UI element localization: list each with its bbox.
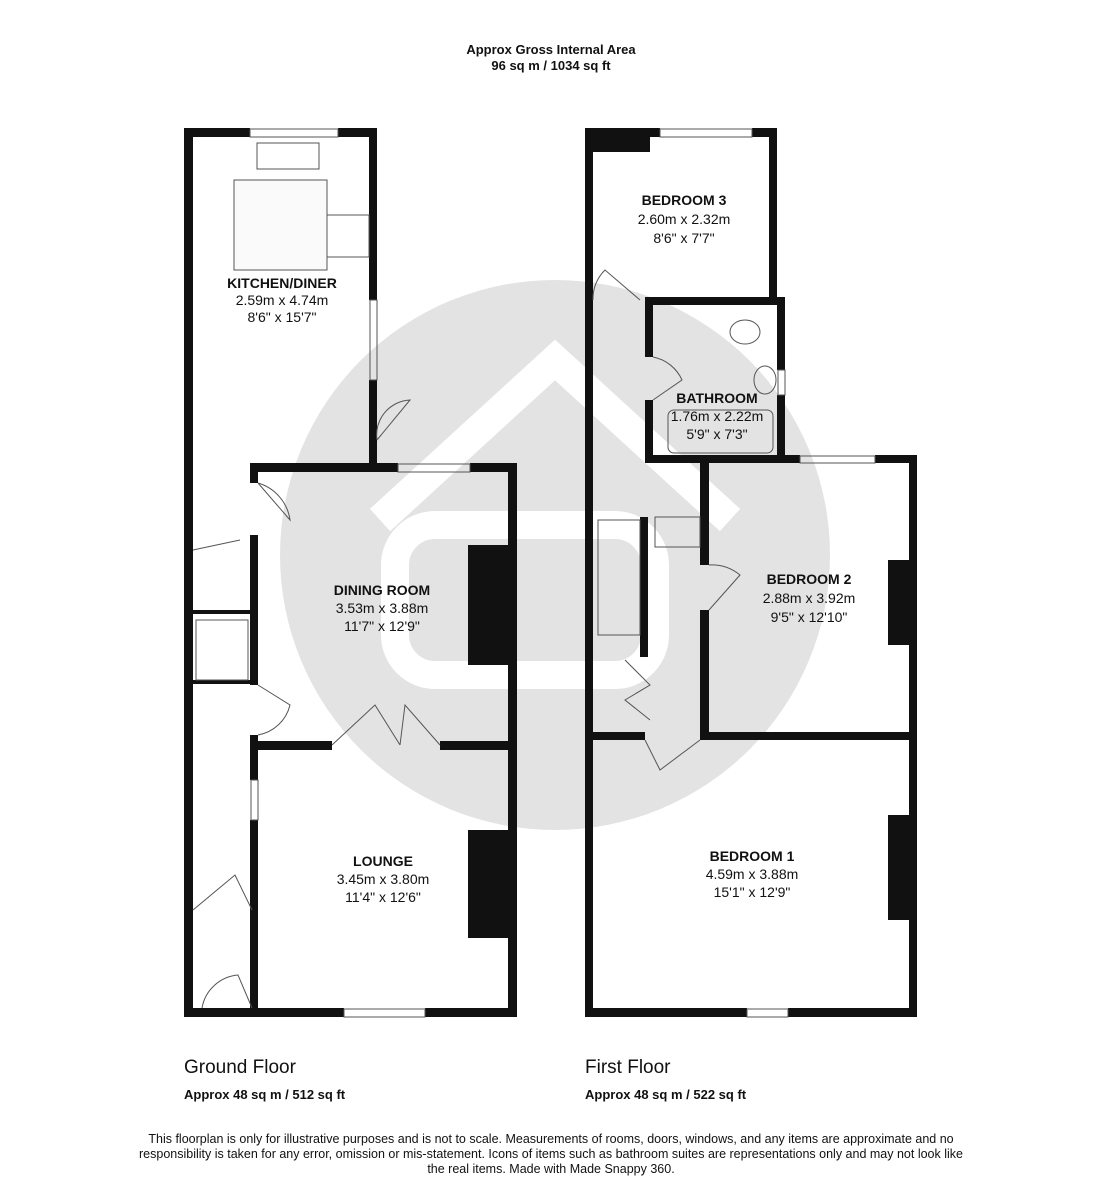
svg-text:4.59m x 3.88m: 4.59m x 3.88m <box>705 866 799 882</box>
svg-text:11'7" x 12'9": 11'7" x 12'9" <box>344 618 420 634</box>
svg-text:1.76m x 2.22m: 1.76m x 2.22m <box>670 408 764 424</box>
toilet-icon <box>730 320 760 344</box>
door-icon <box>258 685 290 735</box>
door-icon <box>193 875 252 910</box>
watermark-logo <box>280 280 830 830</box>
svg-text:11'4" x 12'6": 11'4" x 12'6" <box>345 889 421 905</box>
svg-text:BEDROOM 1: BEDROOM 1 <box>709 848 795 864</box>
svg-text:BEDROOM 3: BEDROOM 3 <box>641 192 727 208</box>
svg-text:DINING ROOM: DINING ROOM <box>333 582 431 598</box>
door-icon <box>258 483 290 520</box>
svg-text:2.59m x 4.74m: 2.59m x 4.74m <box>235 292 329 308</box>
svg-text:BEDROOM 2: BEDROOM 2 <box>766 571 852 587</box>
svg-text:8'6" x 7'7": 8'6" x 7'7" <box>653 230 715 246</box>
window-icon <box>251 780 258 820</box>
svg-text:8'6" x 15'7": 8'6" x 15'7" <box>247 309 317 325</box>
ground-floor-area: Approx 48 sq m / 512 sq ft <box>184 1087 346 1102</box>
stairs-icon <box>196 620 248 680</box>
room-label-bedroom-3 <box>638 192 731 246</box>
svg-text:15'1" x 12'9": 15'1" x 12'9" <box>713 884 791 900</box>
first-floor-area: Approx 48 sq m / 522 sq ft <box>585 1087 747 1102</box>
svg-text:2.88m x 3.92m: 2.88m x 3.92m <box>762 590 856 606</box>
window-icon <box>250 129 338 137</box>
kitchen-counter <box>234 180 327 270</box>
gross-area-title: Approx Gross Internal Area <box>466 42 636 57</box>
front-door-icon <box>202 975 252 1008</box>
svg-text:3.53m x 3.88m: 3.53m x 3.88m <box>335 600 429 616</box>
ground-floor-title: Ground Floor <box>184 1057 296 1078</box>
svg-text:3.45m x 3.80m: 3.45m x 3.80m <box>336 871 430 887</box>
window-icon <box>344 1009 425 1017</box>
sink-icon <box>257 143 319 169</box>
room-label-bedroom-1 <box>706 848 799 900</box>
room-label-bedroom-2 <box>763 571 856 625</box>
gross-area-value: 96 sq m / 1034 sq ft <box>491 58 611 73</box>
svg-text:KITCHEN/DINER: KITCHEN/DINER <box>227 275 337 291</box>
svg-text:LOUNGE: LOUNGE <box>353 853 413 869</box>
disclaimer: This floorplan is only for illustrative purposes and is not to scale. Measurements of rooms, doors, windows, and any items are approximate and no responsibility is taken for any error, omission or mis-statement. Icons of items such as bathroom suites are representations only and may not look like the real items. Made with Made Snappy 360. <box>139 1132 963 1176</box>
window-icon <box>660 129 752 137</box>
svg-text:5'9" x 7'3": 5'9" x 7'3" <box>686 426 748 442</box>
hob-icon <box>327 215 369 257</box>
svg-text:2.60m x 2.32m: 2.60m x 2.32m <box>637 211 731 227</box>
room-label-kitchen-diner <box>227 275 337 325</box>
room-label-dining-room <box>334 582 430 634</box>
window-icon <box>747 1009 788 1017</box>
first-floor-title: First Floor <box>585 1057 671 1078</box>
door-icon <box>193 540 240 550</box>
room-label-lounge <box>337 853 430 905</box>
svg-text:9'5" x 12'10": 9'5" x 12'10" <box>770 609 848 625</box>
window-icon <box>778 370 785 395</box>
svg-text:BATHROOM: BATHROOM <box>676 390 758 406</box>
